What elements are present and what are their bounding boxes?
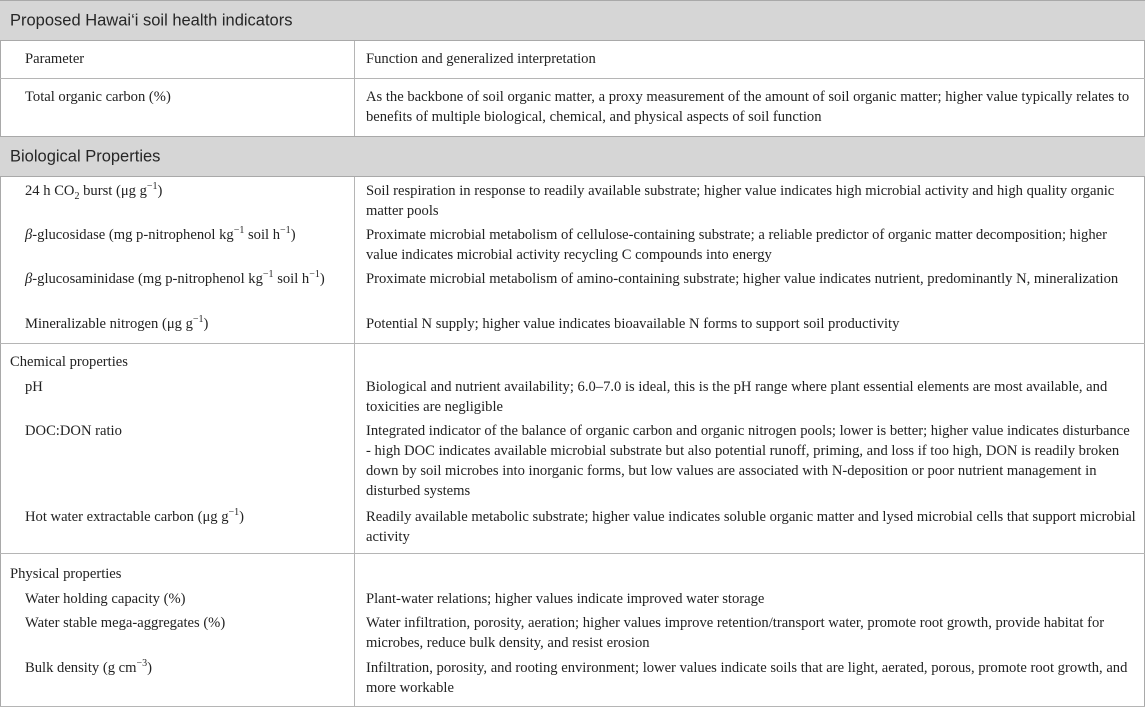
column-divider [354,177,355,707]
table-title-band [0,0,1145,41]
func-beta-glucosidase: Proximate microbial metabolism of cellulose-containing substrate; a reliable predictor of organic matter decomposition; higher value indicates microbial activity recycling C compounds into energy [366,227,1107,263]
func-doc-don-ratio: Integrated indicator of the balance of organic carbon and organic nitrogen pools; lower is better; higher value indicates disturbance - high DOC indicates available microbial substrate but also potential runoff, priming, and loss if too high, DON is readily broken down by soil microbes into inorganic forms, but low values are associated with N-deposition or poor nutrient management in disturbed systems [366,423,1130,499]
table-left-edge [0,0,1,707]
section-heading-biological: Biological Properties [10,147,161,165]
param-minn-a: Mineralizable nitrogen (μg g [25,316,193,332]
param-co2-burst-sup: −1 [146,181,158,193]
column-header-parameter: Parameter [25,51,85,67]
func-mineralizable-nitrogen: Potential N supply; higher value indicates bioavailable N forms to support soil productivity [366,316,900,332]
param-beta-glucosaminidase [25,269,325,289]
row-divider [0,343,1145,344]
param-bglu-sup2: −1 [280,225,291,237]
beta-symbol: β [25,271,33,287]
param-minn-b: ) [203,316,209,332]
row-divider [0,78,1145,79]
func-beta-glucosaminidase: Proximate microbial metabolism of amino-containing substrate; higher value indicates nutrient, predominantly N, mineralization [366,271,1119,287]
param-mineralizable-nitrogen [25,314,208,334]
param-bulk-density [25,658,152,678]
param-bd-b: ) [147,660,152,676]
param-co2-burst-b: burst (μg g [79,183,147,199]
func-hot-water-extractable-carbon: Readily available metabolic substrate; higher value indicates soluble organic matter and lysed microbial cells that support microbial activity [366,509,1136,545]
section-heading-chemical: Chemical properties [10,354,128,370]
param-total-organic-carbon: Total organic carbon (%) [25,89,171,105]
param-bgla-b: soil h [273,271,310,287]
column-divider [354,41,355,136]
param-minn-sup: −1 [192,314,204,326]
param-co2-burst-c: ) [157,183,163,199]
section-heading-physical: Physical properties [10,566,122,582]
param-co2-burst [25,181,162,201]
param-bglu-sup1: −1 [233,225,245,237]
param-ph: pH [25,379,43,395]
func-ph: Biological and nutrient availability; 6.0–7.0 is ideal, this is the pH range where plant essential elements are most available, and toxicities are negligible [366,379,1108,415]
param-bglu-b: soil h [244,227,281,243]
param-water-stable-mega-aggregates: Water stable mega-aggregates (%) [25,615,226,631]
param-bglu-a: -glucosidase (mg p-nitrophenol kg [32,227,234,243]
param-hot-water-extractable-carbon [25,507,244,527]
row-divider [0,553,1145,554]
column-header-function: Function and generalized interpretation [366,51,596,67]
param-co2-burst-a: 24 h CO [25,183,75,199]
param-co2-burst-sub: 2 [74,190,80,202]
func-water-stable-mega-aggregates: Water infiltration, porosity, aeration; higher values improve retention/transport water, promote root growth, provide habitat for microbes, reduce bulk density, and resist erosion [366,615,1105,651]
table-title: Proposed Hawai‘i soil health indicators [10,11,293,29]
func-water-holding-capacity: Plant-water relations; higher values indicate improved water storage [366,591,765,607]
param-bgla-sup1: −1 [262,269,274,281]
func-total-organic-carbon: As the backbone of soil organic matter, a proxy measurement of the amount of soil organic matter; higher value typically relates to benefits of multiple biological, chemical, and physical aspects of soil function [366,89,1130,125]
param-doc-don-ratio: DOC:DON ratio [25,423,122,439]
func-co2-burst: Soil respiration in response to readily available substrate; higher value indicates high microbial activity and high quality organic matter pools [366,183,1115,219]
beta-symbol: β [25,227,33,243]
param-beta-glucosidase [25,225,296,245]
param-bgla-a: -glucosaminidase (mg p-nitrophenol kg [32,271,263,287]
section-band-biological [0,136,1145,177]
param-bgla-c: ) [319,271,325,287]
func-bulk-density: Infiltration, porosity, and rooting environment; lower values indicate soils that are light, aerated, porous, promote root growth, and more workable [366,660,1128,696]
param-bglu-c: ) [290,227,296,243]
param-bgla-sup2: −1 [309,269,320,281]
param-bd-a: Bulk density (g cm [25,660,137,676]
param-hwec-a: Hot water extractable carbon (μg g [25,509,229,525]
param-hwec-b: ) [239,509,245,525]
param-bd-sup: −3 [136,658,148,670]
param-hwec-sup: −1 [228,507,240,519]
param-water-holding-capacity: Water holding capacity (%) [25,591,186,607]
